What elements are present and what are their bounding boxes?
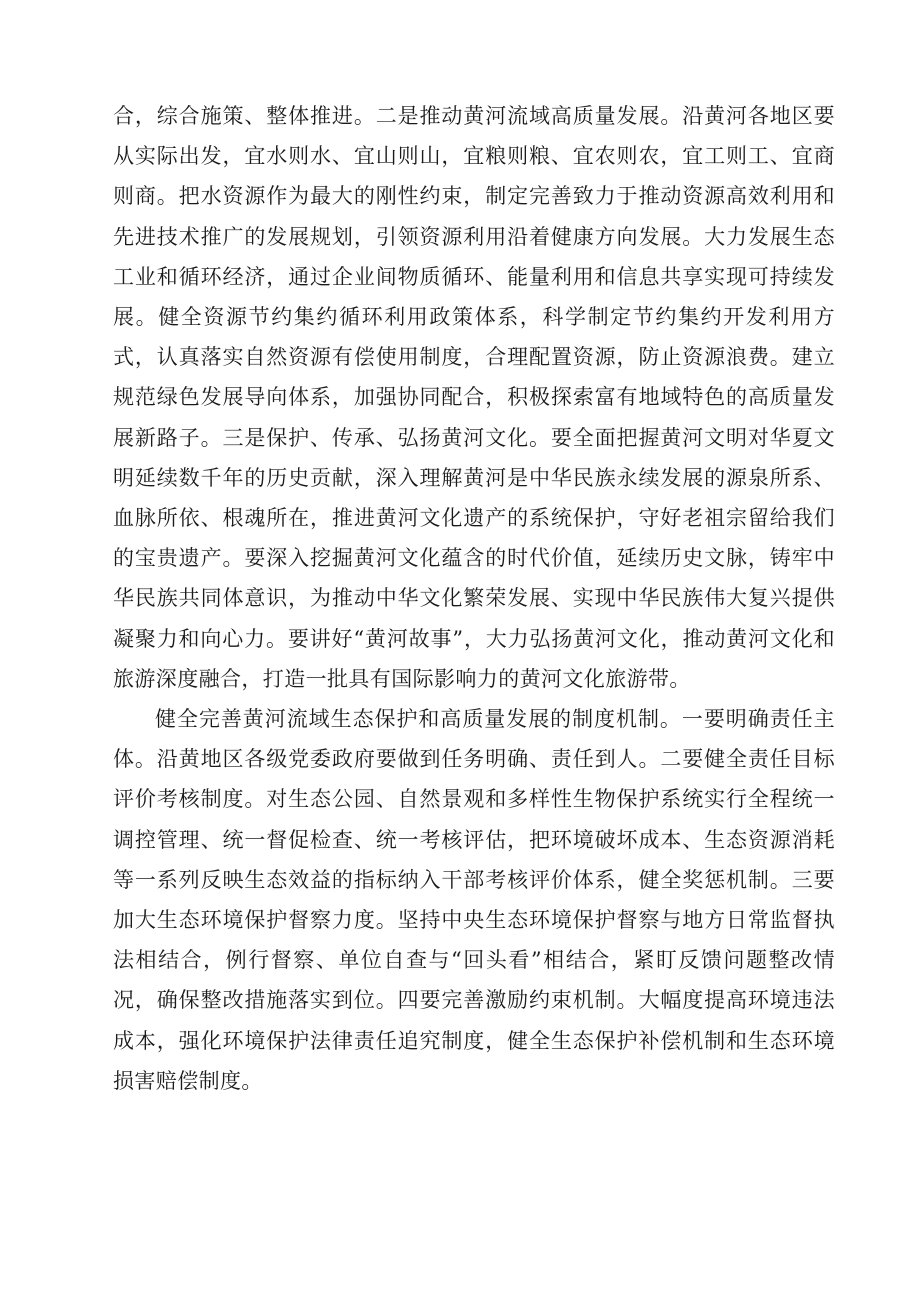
document-body: [113, 96, 835, 1101]
paragraph-institutional-mechanism: 健全完善黄河流域生态保护和高质量发展的制度机制。一要明确责任主体。沿黄地区各级党委政府要做到任务明确、责任到人。二要健全责任目标评价考核制度。对生态公园、自然景观和多样性生物保护系统实行全程统一调控管理、统一督促检查、统一考核评估，把环境破坏成本、生态资源消耗等一系列反映生态效益的指标纳入干部考核评价体系，健全奖惩机制。三要加大生态环境保护督察力度。坚持中央生态环境保护督察与地方日常监督执法相结合，例行督察、单位自查与“回头看”相结合，紧盯反馈问题整改情况，确保整改措施落实到位。四要完善激励约束机制。大幅度提高环境违法成本，强化环境保护法律责任追究制度，健全生态保护补偿机制和生态环境损害赔偿制度。: [113, 707, 835, 1093]
paragraph-continued: 合，综合施策、整体推进。二是推动黄河流域高质量发展。沿黄河各地区要从实际出发，宜水则水、宜山则山，宜粮则粮、宜农则农，宜工则工、宜商则商。把水资源作为最大的刚性约束，制定完善致力于推动资源高效利用和先进技术推广的发展规划，引领资源利用沿着健康方向发展。大力发展生态工业和循环经济，通过企业间物质循环、能量利用和信息共享实现可持续发展。健全资源节约集约循环利用政策体系，科学制定节约集约开发利用方式，认真落实自然资源有偿使用制度，合理配置资源，防止资源浪费。建立规范绿色发展导向体系，加强协同配合，积极探索富有地域特色的高质量发展新路子。三是保护、传承、弘扬黄河文化。要全面把握黄河文明对华夏文明延续数千年的历史贡献，深入理解黄河是中华民族永续发展的源泉所系、血脉所依、根魂所在，推进黄河文化遗产的系统保护，守好老祖宗留给我们的宝贵遗产。要深入挖掘黄河文化蕴含的时代价值，延续历史文脉，铸牢中华民族共同体意识，为推动中华文化繁荣发展、实现中华民族伟大复兴提供凝聚力和向心力。要讲好“黄河故事”，大力弘扬黄河文化，推动黄河文化和旅游深度融合，打造一批具有国际影响力的黄河文化旅游带。: [113, 104, 835, 691]
